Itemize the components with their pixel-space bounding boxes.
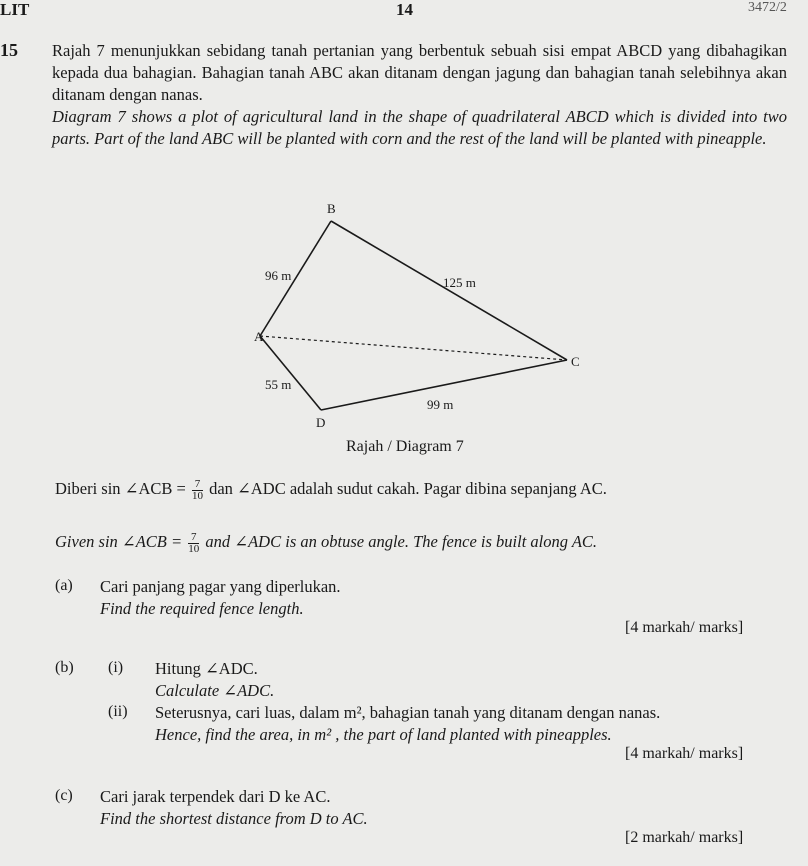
side-dc-length: 99 m	[427, 397, 454, 412]
side-da	[260, 336, 321, 410]
side-ad-length: 55 m	[265, 377, 292, 392]
part-a-malay: Cari panjang pagar yang diperlukan.	[100, 577, 341, 596]
side-ab-length: 96 m	[265, 268, 292, 283]
quadrilateral-diagram	[230, 195, 600, 435]
header-left: LIT	[0, 0, 30, 19]
part-c-marks: [2 markah/ marks]	[625, 829, 744, 846]
part-b-i-malay: Hitung ∠ADC.	[155, 659, 258, 678]
question-number: 15	[0, 40, 18, 60]
intro-english: Diagram 7 shows a plot of agricultural land in the shape of quadrilateral ABCD which is divided into two parts. Part of the land ABC will be planted with corn and the rest of the land will be planted with pineapple.	[52, 107, 787, 148]
part-b-ii-malay: Seterusnya, cari luas, dalam m², bahagian tanah yang ditanam dengan nanas.	[155, 703, 661, 722]
part-b-ii-label: (ii)	[108, 703, 128, 720]
fraction-numerator: 7	[192, 479, 203, 491]
part-b-ii-text	[155, 702, 660, 746]
fraction-7-10-en	[188, 532, 199, 555]
page-number: 14	[396, 0, 413, 19]
fraction-denominator-en: 10	[188, 542, 200, 555]
side-bc-length: 125 m	[443, 275, 476, 290]
given-english	[55, 531, 597, 555]
vertex-a-label: A	[254, 329, 264, 344]
given-malay	[55, 478, 607, 502]
part-b-i-text	[155, 658, 274, 702]
part-a-text	[100, 576, 341, 620]
part-c-english: Find the shortest distance from D to AC.	[100, 809, 368, 828]
given-malay-suffix: dan ∠ADC adalah sudut cakah. Pagar dibina sepanjang AC.	[209, 479, 607, 498]
part-b-i-english: Calculate ∠ADC.	[155, 681, 275, 700]
vertex-b-label: B	[327, 201, 336, 216]
given-english-suffix: and ∠ADC is an obtuse angle. The fence is built along AC.	[205, 532, 598, 551]
diagram-caption: Rajah / Diagram 7	[346, 438, 464, 455]
part-b-ii-english: Hence, find the area, in m² , the part of land planted with pineapples.	[155, 725, 612, 744]
paper-code: 3472/2	[748, 0, 787, 15]
part-b-i-label: (i)	[108, 659, 124, 676]
vertex-d-label: D	[316, 415, 326, 430]
vertex-c-label: C	[571, 354, 580, 369]
intro-malay: Rajah 7 menunjukkan sebidang tanah pertanian yang berbentuk sebuah sisi empat ABCD yang dibahagikan kepada dua bahagian. Bahagian tanah ABC akan ditanam dengan jagung dan bahagian tanah selebihnya akan ditanam dengan nanas.	[52, 41, 787, 104]
part-a-label: (a)	[55, 577, 73, 594]
fraction-denominator: 10	[191, 489, 203, 502]
side-bc	[331, 221, 567, 360]
part-c-label: (c)	[55, 787, 73, 804]
part-c-malay: Cari jarak terpendek dari D ke AC.	[100, 787, 331, 806]
given-malay-prefix: Diberi sin ∠ACB =	[55, 479, 186, 498]
part-a-english: Find the required fence length.	[100, 599, 304, 618]
given-english-prefix: Given sin ∠ACB =	[55, 532, 183, 551]
part-a-marks: [4 markah/ marks]	[625, 619, 744, 636]
part-c-text	[100, 786, 368, 830]
fence-ac-dashed	[260, 336, 567, 360]
question-intro	[52, 40, 787, 150]
fraction-7-10	[192, 479, 203, 502]
part-b-marks: [4 markah/ marks]	[625, 745, 744, 762]
part-b-label: (b)	[55, 659, 74, 676]
fraction-numerator-en: 7	[188, 532, 199, 544]
